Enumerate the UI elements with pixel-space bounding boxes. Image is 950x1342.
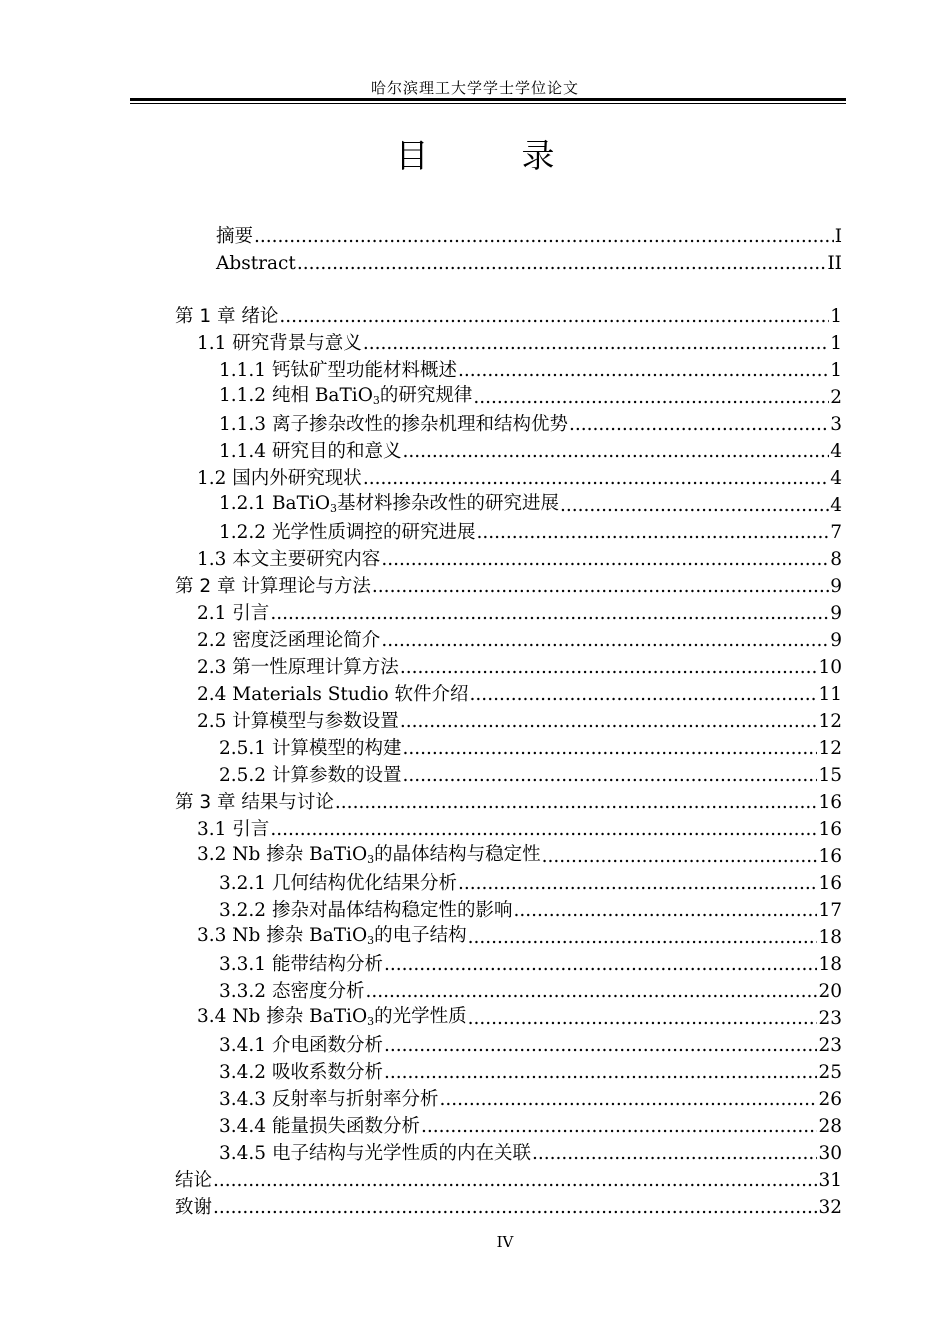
toc-entry[interactable] bbox=[197, 921, 842, 948]
toc-entry-label: Abstract bbox=[216, 253, 296, 274]
toc-entry-page: 8 bbox=[830, 549, 842, 570]
toc-leader-dots bbox=[279, 307, 829, 327]
toc-entry[interactable] bbox=[219, 1083, 842, 1110]
toc-entry-page: 23 bbox=[818, 1035, 842, 1056]
toc-entry-page: 17 bbox=[818, 900, 842, 921]
toc-entry[interactable] bbox=[175, 570, 842, 597]
toc-leader-dots bbox=[270, 604, 829, 624]
toc-leader-dots bbox=[297, 254, 827, 274]
toc-leader-dots bbox=[213, 1171, 817, 1191]
toc-leader-dots bbox=[402, 766, 817, 786]
toc-entry-label: 3.4.1 介电函数分析 bbox=[219, 1035, 383, 1056]
toc-entry-page: 2 bbox=[830, 387, 842, 408]
toc-entry-label: 3.2 Nb 掺杂 BaTiO$_3$的晶体结构与稳定性 bbox=[197, 844, 541, 866]
toc-entry-page: 16 bbox=[818, 873, 842, 894]
toc-entry[interactable] bbox=[197, 327, 842, 354]
toc-entry-page: 32 bbox=[818, 1197, 842, 1218]
page-header: 哈尔滨理工大学学士学位论文 bbox=[370, 79, 579, 97]
toc-entry[interactable] bbox=[197, 462, 842, 489]
toc-entry-page: 12 bbox=[818, 738, 842, 759]
toc-entry[interactable] bbox=[219, 1110, 842, 1137]
toc-entry-page: 11 bbox=[818, 684, 842, 705]
toc-entry[interactable] bbox=[219, 354, 842, 381]
toc-entry[interactable] bbox=[197, 651, 842, 678]
toc-entry-label: 3.3.2 态密度分析 bbox=[219, 981, 365, 1002]
toc-entry-label: 2.1 引言 bbox=[197, 603, 270, 624]
toc-entry-page: I bbox=[834, 226, 842, 247]
toc-leader-dots bbox=[384, 1036, 817, 1056]
toc-title: 目 录 bbox=[395, 136, 585, 175]
toc-leader-dots bbox=[384, 955, 817, 975]
toc-entry-page: 15 bbox=[818, 765, 842, 786]
toc-entry-label: 1.2.1 BaTiO$_3$基材料掺杂改性的研究进展 bbox=[219, 493, 560, 515]
toc-entry-page: 4 bbox=[830, 495, 842, 516]
toc-leader-dots bbox=[476, 523, 829, 543]
toc-entry-label: 3.2.1 几何结构优化结果分析 bbox=[219, 873, 457, 894]
toc-entry-label: 3.1 引言 bbox=[197, 819, 270, 840]
toc-entry-label: 3.4.3 反射率与折射率分析 bbox=[219, 1089, 439, 1110]
toc-entry[interactable] bbox=[197, 840, 842, 867]
toc-entry-page: 7 bbox=[830, 522, 842, 543]
toc-entry[interactable] bbox=[219, 435, 842, 462]
toc-entry-page: 23 bbox=[818, 1008, 842, 1029]
toc-leader-dots bbox=[532, 1144, 817, 1164]
toc-leader-dots bbox=[365, 982, 817, 1002]
toc-entry-page: 9 bbox=[830, 603, 842, 624]
toc-entry-page: 12 bbox=[818, 711, 842, 732]
toc-entry[interactable] bbox=[175, 1191, 842, 1218]
toc-entry-page: 30 bbox=[818, 1143, 842, 1164]
toc-entry-page: 18 bbox=[818, 927, 842, 948]
toc-leader-dots bbox=[421, 1117, 817, 1137]
toc-entry-page: 28 bbox=[818, 1116, 842, 1137]
toc-entry-label: 1.2 国内外研究现状 bbox=[197, 468, 362, 489]
toc-entry-label: 第 1 章 绪论 bbox=[175, 306, 279, 327]
toc-entry[interactable] bbox=[219, 759, 842, 786]
toc-entry[interactable] bbox=[197, 1002, 842, 1029]
toc-leader-dots bbox=[458, 874, 817, 894]
toc-entry-label: 第 2 章 计算理论与方法 bbox=[175, 576, 371, 597]
toc-leader-dots bbox=[400, 658, 818, 678]
toc-leader-dots bbox=[363, 334, 829, 354]
toc-entry[interactable] bbox=[197, 678, 842, 705]
toc-entry-label: 3.4.2 吸收系数分析 bbox=[219, 1062, 383, 1083]
toc-entry[interactable] bbox=[219, 948, 842, 975]
toc-entry-page: 16 bbox=[818, 819, 842, 840]
toc-leader-dots bbox=[213, 1198, 817, 1218]
toc-entry-label: 1.1.2 纯相 BaTiO$_3$的研究规律 bbox=[219, 385, 473, 407]
toc-entry-page: II bbox=[827, 253, 842, 274]
toc-entry-page: 1 bbox=[830, 360, 842, 381]
toc-leader-dots bbox=[470, 685, 818, 705]
toc-leader-dots bbox=[513, 901, 817, 921]
toc-entry[interactable] bbox=[197, 543, 842, 570]
toc-entry[interactable] bbox=[175, 786, 842, 813]
toc-leader-dots bbox=[254, 227, 834, 247]
toc-entry-label: 第 3 章 结果与讨论 bbox=[175, 792, 334, 813]
toc-entry-page: 26 bbox=[818, 1089, 842, 1110]
toc-entry-label: 2.5.2 计算参数的设置 bbox=[219, 765, 402, 786]
toc-leader-dots bbox=[381, 550, 829, 570]
toc-entry-label: 2.5.1 计算模型的构建 bbox=[219, 738, 402, 759]
toc-entry-page: 1 bbox=[830, 333, 842, 354]
toc-leader-dots bbox=[468, 1009, 818, 1029]
toc-entry[interactable] bbox=[219, 1056, 842, 1083]
toc-entry-label: 3.3 Nb 掺杂 BaTiO$_3$的电子结构 bbox=[197, 925, 467, 947]
toc-leader-dots bbox=[458, 361, 829, 381]
toc-entry-label: 2.2 密度泛函理论简介 bbox=[197, 630, 381, 651]
toc-entry-label: 摘要 bbox=[216, 226, 254, 247]
toc-entry-label: 2.4 Materials Studio 软件介绍 bbox=[197, 684, 469, 705]
toc-entry-page: 18 bbox=[818, 954, 842, 975]
toc-entry-page: 25 bbox=[818, 1062, 842, 1083]
toc-entry-page: 3 bbox=[830, 414, 842, 435]
toc-entry-page: 16 bbox=[818, 792, 842, 813]
toc-entry-page: 9 bbox=[830, 576, 842, 597]
toc-entry-label: 3.4.4 能量损失函数分析 bbox=[219, 1116, 420, 1137]
page-number: IV bbox=[496, 1233, 514, 1251]
toc-entry[interactable] bbox=[175, 300, 842, 327]
toc-leader-dots bbox=[569, 415, 829, 435]
toc-leader-dots bbox=[468, 928, 818, 948]
toc-leader-dots bbox=[372, 577, 829, 597]
toc-entry-label: 2.3 第一性原理计算方法 bbox=[197, 657, 399, 678]
toc-entry[interactable] bbox=[175, 1164, 842, 1191]
toc-entry[interactable] bbox=[197, 624, 842, 651]
toc-entry-label: 1.1.4 研究目的和意义 bbox=[219, 441, 402, 462]
toc-leader-dots bbox=[402, 739, 817, 759]
toc-leader-dots bbox=[400, 712, 818, 732]
toc-entry-label: 1.1.3 离子掺杂改性的掺杂机理和结构优势 bbox=[219, 414, 568, 435]
toc-entry[interactable] bbox=[219, 489, 842, 516]
toc-entry-page: 31 bbox=[818, 1170, 842, 1191]
toc-entry-label: 3.2.2 掺杂对晶体结构稳定性的影响 bbox=[219, 900, 513, 921]
toc-entry-page: 4 bbox=[830, 441, 842, 462]
toc-entry-label: 1.3 本文主要研究内容 bbox=[197, 549, 381, 570]
toc-leader-dots bbox=[384, 1063, 817, 1083]
toc-entry[interactable] bbox=[216, 220, 842, 247]
toc-entry-page: 4 bbox=[830, 468, 842, 489]
toc-entry[interactable] bbox=[219, 867, 842, 894]
toc-entry[interactable] bbox=[219, 732, 842, 759]
toc-entry-label: 1.1.1 钙钛矿型功能材料概述 bbox=[219, 360, 457, 381]
toc-entry[interactable] bbox=[219, 516, 842, 543]
toc-leader-dots bbox=[335, 793, 818, 813]
toc-entry[interactable] bbox=[197, 705, 842, 732]
toc-entry[interactable] bbox=[219, 894, 842, 921]
toc-leader-dots bbox=[473, 388, 829, 408]
toc-entry-page: 20 bbox=[818, 981, 842, 1002]
toc-leader-dots bbox=[270, 820, 817, 840]
toc-leader-dots bbox=[381, 631, 829, 651]
toc-leader-dots bbox=[542, 847, 818, 867]
toc-entry-label: 1.1 研究背景与意义 bbox=[197, 333, 362, 354]
toc-entry-label: 3.4.5 电子结构与光学性质的内在关联 bbox=[219, 1143, 531, 1164]
toc-entry-label: 结论 bbox=[175, 1170, 213, 1191]
toc-entry[interactable] bbox=[219, 975, 842, 1002]
toc-entry[interactable] bbox=[197, 813, 842, 840]
toc-leader-dots bbox=[560, 496, 829, 516]
toc-entry-label: 1.2.2 光学性质调控的研究进展 bbox=[219, 522, 476, 543]
toc-entry-page: 16 bbox=[818, 846, 842, 867]
toc-entry-label: 3.3.1 能带结构分析 bbox=[219, 954, 383, 975]
toc-entry-label: 致谢 bbox=[175, 1197, 213, 1218]
toc-entry[interactable] bbox=[197, 597, 842, 624]
toc-leader-dots bbox=[402, 442, 829, 462]
toc-leader-dots bbox=[363, 469, 829, 489]
toc-entry[interactable] bbox=[219, 1137, 842, 1164]
toc-entry[interactable] bbox=[219, 408, 842, 435]
toc-entry-label: 2.5 计算模型与参数设置 bbox=[197, 711, 399, 732]
toc-entry[interactable] bbox=[219, 1029, 842, 1056]
toc-entry-page: 9 bbox=[830, 630, 842, 651]
toc-entry[interactable] bbox=[216, 247, 842, 274]
toc-leader-dots bbox=[439, 1090, 817, 1110]
toc-entry-page: 10 bbox=[818, 657, 842, 678]
toc-entry-page: 1 bbox=[830, 306, 842, 327]
toc-entry-label: 3.4 Nb 掺杂 BaTiO$_3$的光学性质 bbox=[197, 1006, 467, 1028]
toc-entry[interactable] bbox=[219, 381, 842, 408]
